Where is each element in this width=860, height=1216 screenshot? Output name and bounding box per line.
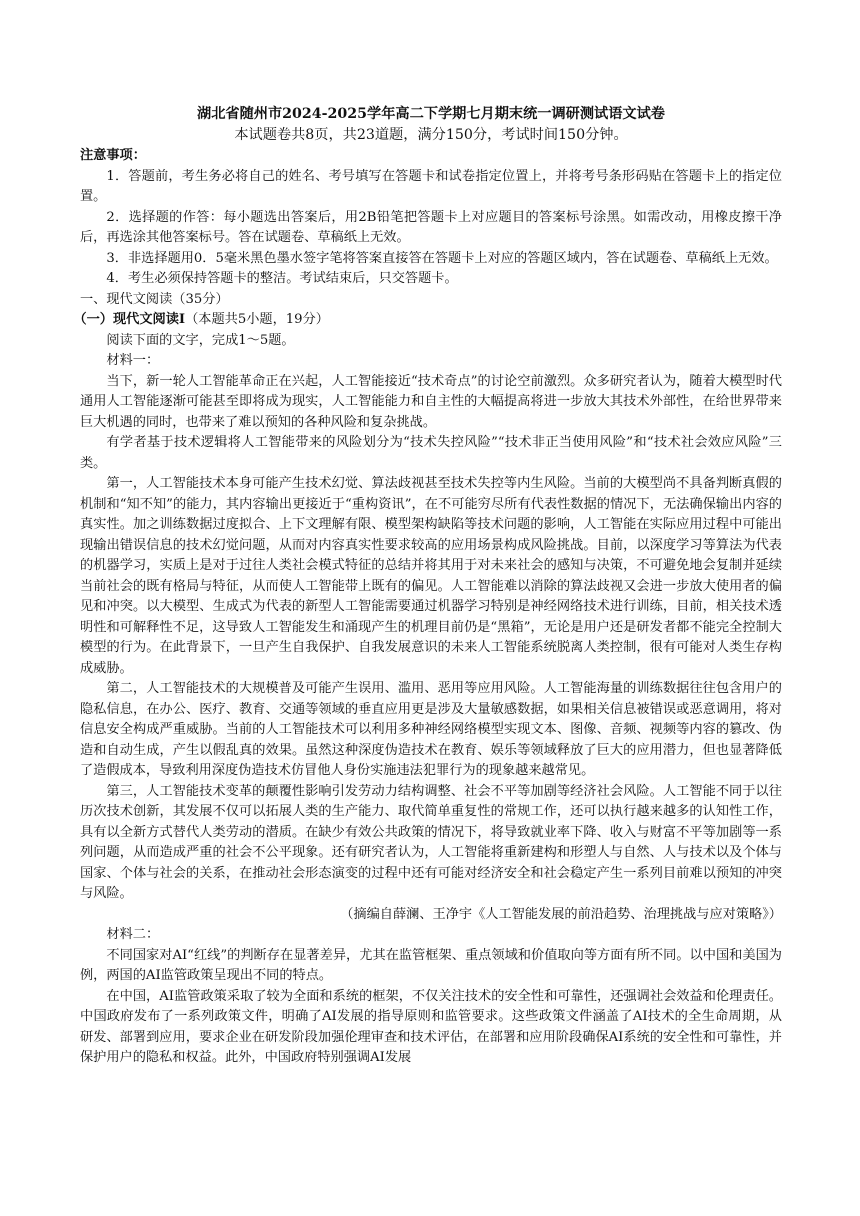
notice-item: 2．选择题的作答：每小题选出答案后，用2B铅笔把答题卡上对应题目的答案标号涂黑。如需改动，用橡皮擦干净后，再选涂其他答案标号。答在试题卷、草稿纸上无效。 [80,209,782,245]
notice-item: 1．答题前，考生务必将自己的姓名、考号填写在答题卡和试卷指定位置上，并将考号条形码贴在答题卡上的指定位置。 [80,168,782,204]
section-heading: 一、现代文阅读（35分） [80,291,229,307]
subsection-heading [73,310,782,331]
notice-item: 3．非选择题用0．5毫米黑色墨水签字笔将答案直接答在答题卡上对应的答题区域内，答在试题卷、草稿纸上无效。 [106,250,778,266]
reading-instruction: 阅读下面的文字，完成1～5题。 [106,332,295,348]
material2-paragraph: 不同国家对AI“红线”的判断存在显著差异，尤其在监管框架、重点领域和价值取向等方面有所不同。以中国和美国为例，两国的AI监管政策呈现出不同的特点。 [80,947,782,983]
material1-label: 材料一： [106,353,160,368]
subsection-heading-bold: （一）现代文阅读Ⅰ [73,312,186,327]
exam-title: 湖北省随州市2024-2025学年高二下学期七月期末统一调研测试语文试卷 [197,106,665,122]
subsection-heading-rest: （本题共5小题，19分） [185,312,329,327]
exam-subtitle: 本试题卷共8页，共23道题，满分150分，考试时间150分钟。 [234,127,628,143]
material2-paragraph: 在中国，AI监管政策采取了较为全面和系统的框架，不仅关注技术的安全性和可靠性，还强调社会效益和伦理责任。中国政府发布了一系列政策文件，明确了AI发展的指导原则和监管要求。这些政策文件涵盖了AI技术的全生命周期，从研发、部署到应用，要求企业在研发阶段加强伦理审查和技术评估，在部署和应用阶段确保AI系统的安全性和可靠性，并保护用户的隐私和权益。此外，中国政府特别强调AI发展 [80,988,782,1065]
material2-label: 材料二： [106,927,160,942]
material1-paragraph: 有学者基于技术逻辑将人工智能带来的风险划分为“技术失控风险”“技术非正当使用风险”和“技术社会效应风险”三类。 [80,435,782,471]
material1-paragraph: 第三，人工智能技术变革的颠覆性影响引发劳动力结构调整、社会不平等加剧等经济社会风险。人工智能不同于以往历次技术创新，其发展不仅可以拓展人类的生产能力、取代简单重复性的常规工作，还可以执行越来越多的认知性工作，具有以全新方式替代人类劳动的潜质。在缺少有效公共政策的情况下，将导致就业率下降、收入与财富不平等加剧等一系列问题，从而造成严重的社会不公平现象。还有研究者认为，人工智能将重新建构和形塑人与自然、人与技术以及个体与国家、个体与社会的关系，在推动社会形态演变的过程中还有可能对经济安全和社会稳定产生一系列目前难以预知的冲突与风险。 [80,783,782,901]
notice-item: 4．考生必须保持答题卡的整洁。考试结束后，只交答题卡。 [106,271,458,286]
material1-paragraph: 第二，人工智能技术的大规模普及可能产生误用、滥用、恶用等应用风险。人工智能海量的训练数据往往包含用户的隐私信息，在办公、医疗、教育、交通等领域的垂直应用更是涉及大量敏感数据，如果相关信息被错误或恶意调用，将对信息安全构成严重威胁。当前的人工智能技术可以利用多种神经网络模型实现文本、图像、音频、视频等内容的篡改、伪造和自动生成，产生以假乱真的效果。虽然这种深度伪造技术在教育、娱乐等领域释放了巨大的应用潜力，但也显著降低了造假成本，导致利用深度伪造技术仿冒他人身份实施违法犯罪行为的现象越来越常见。 [80,681,782,778]
material1-paragraph: 当下，新一轮人工智能革命正在兴起，人工智能接近“技术奇点”的讨论空前激烈。众多研究者认为，随着大模型时代通用人工智能逐渐可能甚至即将成为现实，人工智能能力和自主性的大幅提高将进一步放大其技术外部性，在给世界带来巨大机遇的同时，也带来了难以预知的各种风险和复杂挑战。 [80,373,782,430]
notice-heading: 注意事项： [80,148,146,163]
material1-source: （摘编自薛澜、王净宇《人工智能发展的前沿趋势、治理挑战与应对策略》） [340,906,782,922]
material1-paragraph: 第一，人工智能技术本身可能产生技术幻觉、算法歧视甚至技术失控等内生风险。当前的大模型尚不具备判断真假的机制和“知不知”的能力，其内容输出更接近于“重构资讯”，在不可能穷尽所有代表性数据的情况下，无法确保输出内容的真实性。加之训练数据过度拟合、上下文理解有限、模型架构缺陷等技术问题的影响，人工智能在实际应用过程中可能出现输出错误信息的技术幻觉问题，从而对内容真实性要求较高的应用场景构成风险挑战。目前，以深度学习等算法为代表的机器学习，实质上是对于过往人类社会模式特征的总结并将其用于对未来社会的感知与决策，不可避免地会复制并延续当前社会的既有格局与特征，从而使人工智能带上既有的偏见。人工智能难以消除的算法歧视又会进一步放大使用者的偏见和冲突。以大模型、生成式为代表的新型人工智能需要通过机器学习特别是神经网络技术进行训练，目前，相关技术透明性和可解释性不足，这导致人工智能发生和涌现产生的机理目前仍是“黑箱”，无论是用户还是研发者都不能完全控制大模型的行为。在此背景下，一旦产生自我保护、自我发展意识的未来人工智能系统脱离人类控制，很有可能对人类生存构成威胁。 [80,476,782,676]
